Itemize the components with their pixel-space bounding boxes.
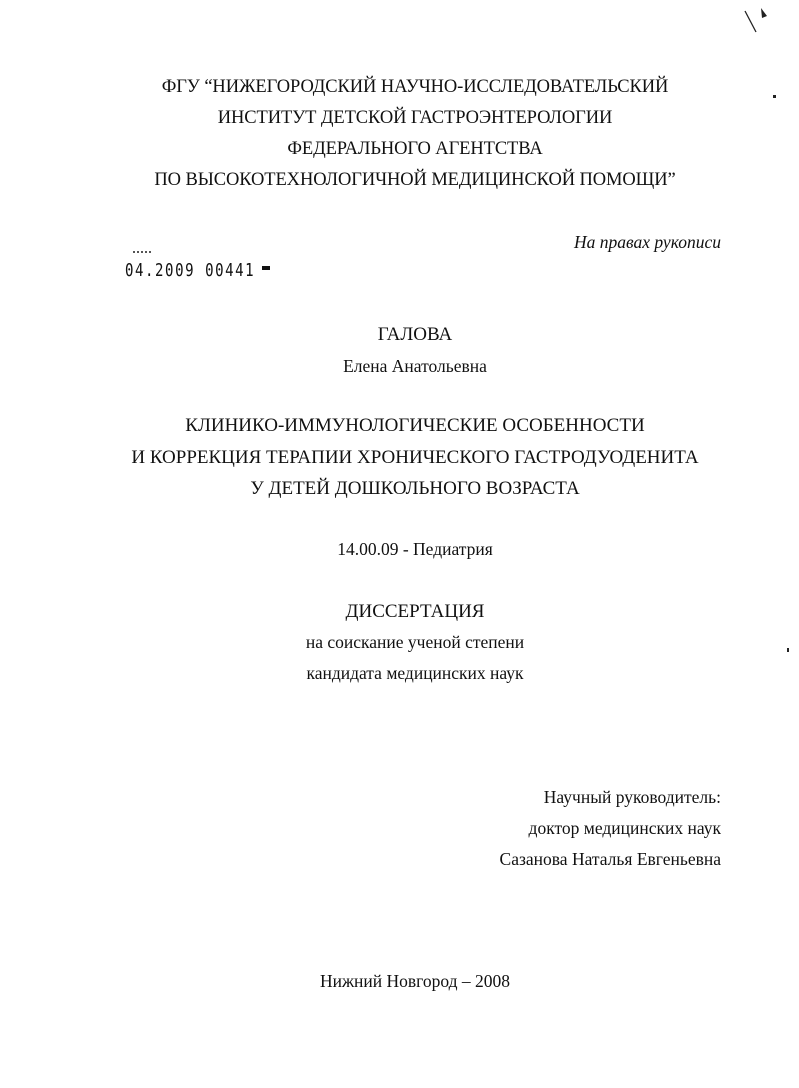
supervisor-degree: доктор медицинских наук	[528, 818, 721, 838]
degree-line-2: кандидата медицинских наук	[306, 663, 524, 683]
stamp-dots	[133, 251, 151, 253]
author-surname: ГАЛОВА	[377, 324, 453, 345]
organization-line-1: ФГУ “НИЖЕГОРОДСКИЙ НАУЧНО-ИССЛЕДОВАТЕЛЬСКИЙ	[161, 77, 669, 97]
degree-heading: ДИССЕРТАЦИЯ	[345, 601, 485, 622]
organization-line-2: ИНСТИТУТ ДЕТСКОЙ ГАСТРОЭНТЕРОЛОГИИ	[217, 108, 613, 128]
supervisor-label: Научный руководитель:	[543, 787, 721, 807]
scan-corner-mark	[742, 6, 772, 38]
registration-number: 04.2009 00441	[125, 260, 256, 281]
supervisor-name: Сазанова Наталья Евгеньевна	[499, 849, 721, 869]
author-given-names: Елена Анатольевна	[343, 356, 487, 376]
organization-line-3: ФЕДЕРАЛЬНОГО АГЕНТСТВА	[287, 139, 543, 159]
title-line-3: У ДЕТЕЙ ДОШКОЛЬНОГО ВОЗРАСТА	[250, 478, 580, 499]
manuscript-note: На правах рукописи	[574, 232, 721, 252]
degree-line-1: на соискание ученой степени	[305, 632, 525, 652]
title-line-1: КЛИНИКО-ИММУНОЛОГИЧЕСКИЕ ОСОБЕННОСТИ	[185, 415, 645, 436]
organization-line-4: ПО ВЫСОКОТЕХНОЛОГИЧНОЙ МЕДИЦИНСКОЙ ПОМОЩИ”	[154, 170, 676, 190]
specialty: 14.00.09 - Педиатрия	[337, 539, 493, 559]
city-year: Нижний Новгород – 2008	[319, 971, 511, 991]
stamp-mark	[262, 266, 270, 270]
title-line-2: И КОРРЕКЦИЯ ТЕРАПИИ ХРОНИЧЕСКОГО ГАСТРОДУОДЕНИТА	[131, 447, 699, 468]
